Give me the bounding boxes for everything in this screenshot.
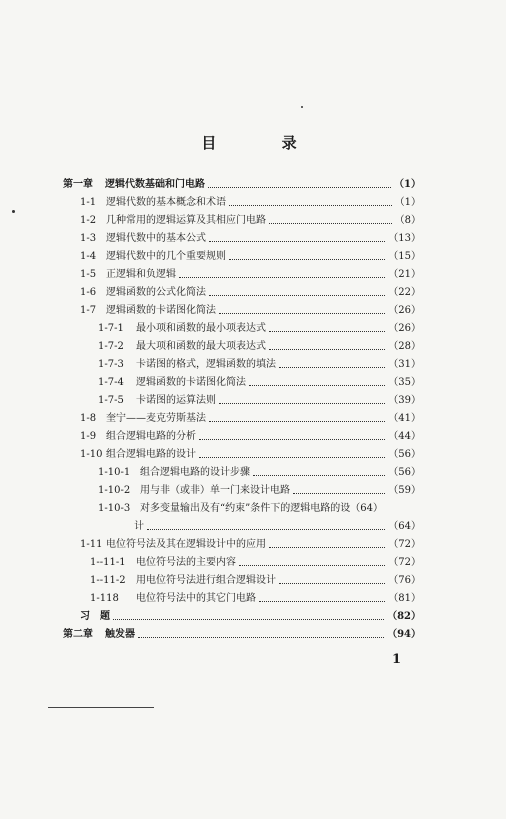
toc-entry-title: 卡诺图的格式，逻辑函数的填法	[136, 359, 276, 370]
toc-entry-number: 1-7-4	[98, 377, 124, 388]
toc-entry[interactable]	[80, 247, 421, 263]
toc-entry-page: （82）	[387, 611, 421, 622]
toc-entry-number: 1-2	[80, 215, 97, 226]
toc-entry[interactable]	[90, 589, 421, 605]
toc-entry-title: 逻辑函数的卡诺图化简法	[136, 377, 246, 388]
toc-entry[interactable]	[80, 193, 421, 209]
toc-entry-page: （1）	[394, 179, 421, 190]
dot-leader	[208, 177, 391, 188]
toc-entry-number: 1--11-1	[90, 557, 126, 568]
toc-entry[interactable]	[63, 175, 421, 191]
toc-entry-page: （21）	[388, 269, 421, 280]
toc-entry[interactable]	[63, 625, 421, 641]
dot-leader	[209, 231, 385, 242]
toc-entry[interactable]	[80, 229, 421, 245]
toc-entry[interactable]	[80, 535, 421, 551]
toc-entry-title: 逻辑代数的基本概念和术语	[106, 197, 226, 208]
toc-entry-page: （64）	[350, 503, 383, 514]
toc-entry-page: （56）	[388, 449, 421, 460]
toc-entry-page: （56）	[388, 467, 421, 478]
toc-entry-continuation	[134, 517, 421, 533]
toc-entry-title: 用电位符号法进行组合逻辑设计	[136, 575, 276, 586]
toc-entry[interactable]	[80, 283, 421, 299]
dot-leader	[279, 573, 385, 584]
toc-entry[interactable]	[98, 337, 421, 353]
toc-entry-number: 1-7-1	[98, 323, 124, 334]
toc-entry-title: 组合逻辑电路的设计	[106, 449, 196, 460]
toc-entry-page: （59）	[388, 485, 421, 496]
toc-entry-page: （13）	[388, 233, 421, 244]
toc-entry[interactable]	[90, 553, 421, 569]
ink-speck	[12, 210, 15, 213]
toc-entry[interactable]	[98, 355, 421, 371]
dot-leader	[199, 429, 385, 440]
dot-leader	[269, 537, 385, 548]
dot-leader	[147, 519, 385, 530]
toc-entry-page: （39）	[388, 395, 421, 406]
toc-entry-number: 1--11-2	[90, 575, 126, 586]
toc-entry-page: （26）	[388, 323, 421, 334]
toc-entry-title: 逻辑函数的公式化简法	[106, 287, 206, 298]
toc-entry-number: 1-4	[80, 251, 97, 262]
ink-speck	[301, 106, 303, 108]
toc-entry[interactable]	[98, 481, 421, 497]
toc-entry-page: （76）	[388, 575, 421, 586]
toc-entry-page: （72）	[388, 557, 421, 568]
page-number: 1	[392, 652, 402, 667]
dot-leader	[179, 267, 385, 278]
toc-entry-title: 几种常用的逻辑运算及其相应门电路	[106, 215, 266, 226]
toc-entry-number: 1-7	[80, 305, 97, 316]
toc-entry-page: （94）	[387, 629, 421, 640]
toc-entry-title: 触发器	[105, 629, 135, 640]
toc-entry[interactable]	[80, 607, 421, 623]
toc-entry-number: 1-11	[80, 539, 103, 550]
toc-entry[interactable]	[80, 211, 421, 227]
toc-entry[interactable]	[98, 391, 421, 407]
dot-leader	[249, 375, 385, 386]
toc-entry-title: 逻辑函数的卡诺图化简法	[106, 305, 216, 316]
toc-entry-number: 1-6	[80, 287, 97, 298]
toc-entry-title: 组合逻辑电路的设计步骤	[140, 467, 250, 478]
toc-entry-page: （72）	[388, 539, 421, 550]
toc-entry-number: 1-3	[80, 233, 97, 244]
toc-entry-title-continued: 计	[134, 521, 144, 532]
toc-entry-number: 1-10-2	[98, 485, 131, 496]
toc-entry[interactable]	[98, 319, 421, 335]
toc-entry[interactable]	[80, 301, 421, 317]
dot-leader	[259, 591, 385, 602]
toc-entry-number: 1-1	[80, 197, 97, 208]
dot-leader	[199, 447, 385, 458]
toc-entry-title: 组合逻辑电路的分析	[106, 431, 196, 442]
dot-leader	[209, 411, 385, 422]
toc-entry-title: 电位符号法中的其它门电路	[136, 593, 256, 604]
toc-entry-title: 电位符号法及其在逻辑设计中的应用	[106, 539, 266, 550]
toc-entry-title: 正逻辑和负逻辑	[106, 269, 176, 280]
toc-entry-number: 1-7-2	[98, 341, 124, 352]
dot-leader	[239, 555, 385, 566]
toc-entry-page: （15）	[388, 251, 421, 262]
dot-leader	[269, 321, 385, 332]
toc-entry-page: （64）	[388, 521, 421, 532]
toc-entry-page: （26）	[388, 305, 421, 316]
dot-leader	[113, 609, 384, 620]
toc-entry-title: 逻辑代数中的基本公式	[106, 233, 206, 244]
toc-entry-title: 卡诺图的运算法则	[136, 395, 216, 406]
toc-entry[interactable]	[98, 463, 421, 479]
footer-rule	[48, 707, 154, 708]
toc-entry-number: 1-10-3	[98, 503, 131, 514]
toc-entry-page: （41）	[388, 413, 421, 424]
dot-leader	[229, 249, 385, 260]
dot-leader	[293, 483, 385, 494]
toc-entry-number: 1-7-3	[98, 359, 124, 370]
toc-entry-page: （28）	[388, 341, 421, 352]
toc-entry-title: 逻辑代数中的几个重要规则	[106, 251, 226, 262]
toc-entry-page: （31）	[388, 359, 421, 370]
toc-entry-page: （81）	[388, 593, 421, 604]
toc-entry-page: （1）	[394, 197, 421, 208]
dot-leader	[253, 465, 385, 476]
toc-entry-page: （8）	[394, 215, 421, 226]
toc-entry-title: 用与非（或非）单一门来设计电路	[140, 485, 290, 496]
dot-leader	[209, 285, 385, 296]
toc-entry-number: 1-118	[90, 593, 119, 604]
toc-entry-page: （44）	[388, 431, 421, 442]
toc-entry-number: 1-8	[80, 413, 97, 424]
dot-leader	[219, 303, 385, 314]
dot-leader	[229, 195, 392, 206]
page-title: 目 录	[201, 134, 327, 152]
toc-entry-number: 1-10	[80, 449, 103, 460]
toc-entry-page: （22）	[388, 287, 421, 298]
toc-entry-number: 1-9	[80, 431, 97, 442]
dot-leader	[269, 213, 392, 224]
toc-entry-title: 奎宁——麦克劳斯基法	[106, 413, 206, 424]
toc-entry-title: 习 题	[80, 611, 110, 622]
dot-leader	[279, 357, 385, 368]
toc-entry-title: 对多变量输出及有“约束”条件下的逻辑电路的设	[140, 503, 351, 514]
toc-entry[interactable]	[98, 499, 421, 515]
toc-entry-title: 最大项和函数的最大项表达式	[136, 341, 266, 352]
toc-entry-number: 第一章	[63, 179, 93, 190]
toc-entry[interactable]	[80, 445, 421, 461]
toc-entry-number: 第二章	[63, 629, 93, 640]
dot-leader	[269, 339, 385, 350]
toc-entry-number: 1-7-5	[98, 395, 124, 406]
dot-leader	[138, 627, 384, 638]
toc-entry-title: 逻辑代数基础和门电路	[105, 179, 205, 190]
toc-entry-title: 电位符号法的主要内容	[136, 557, 236, 568]
toc-entry-title: 最小项和函数的最小项表达式	[136, 323, 266, 334]
toc-entry-number: 1-5	[80, 269, 97, 280]
dot-leader	[219, 393, 385, 404]
toc-entry[interactable]	[90, 571, 421, 587]
toc-entry[interactable]	[80, 409, 421, 425]
toc-entry-number: 1-10-1	[98, 467, 131, 478]
toc-entry[interactable]	[98, 373, 421, 389]
toc-entry[interactable]	[80, 265, 421, 281]
toc-entry[interactable]	[80, 427, 421, 443]
toc-entry-page: （35）	[388, 377, 421, 388]
